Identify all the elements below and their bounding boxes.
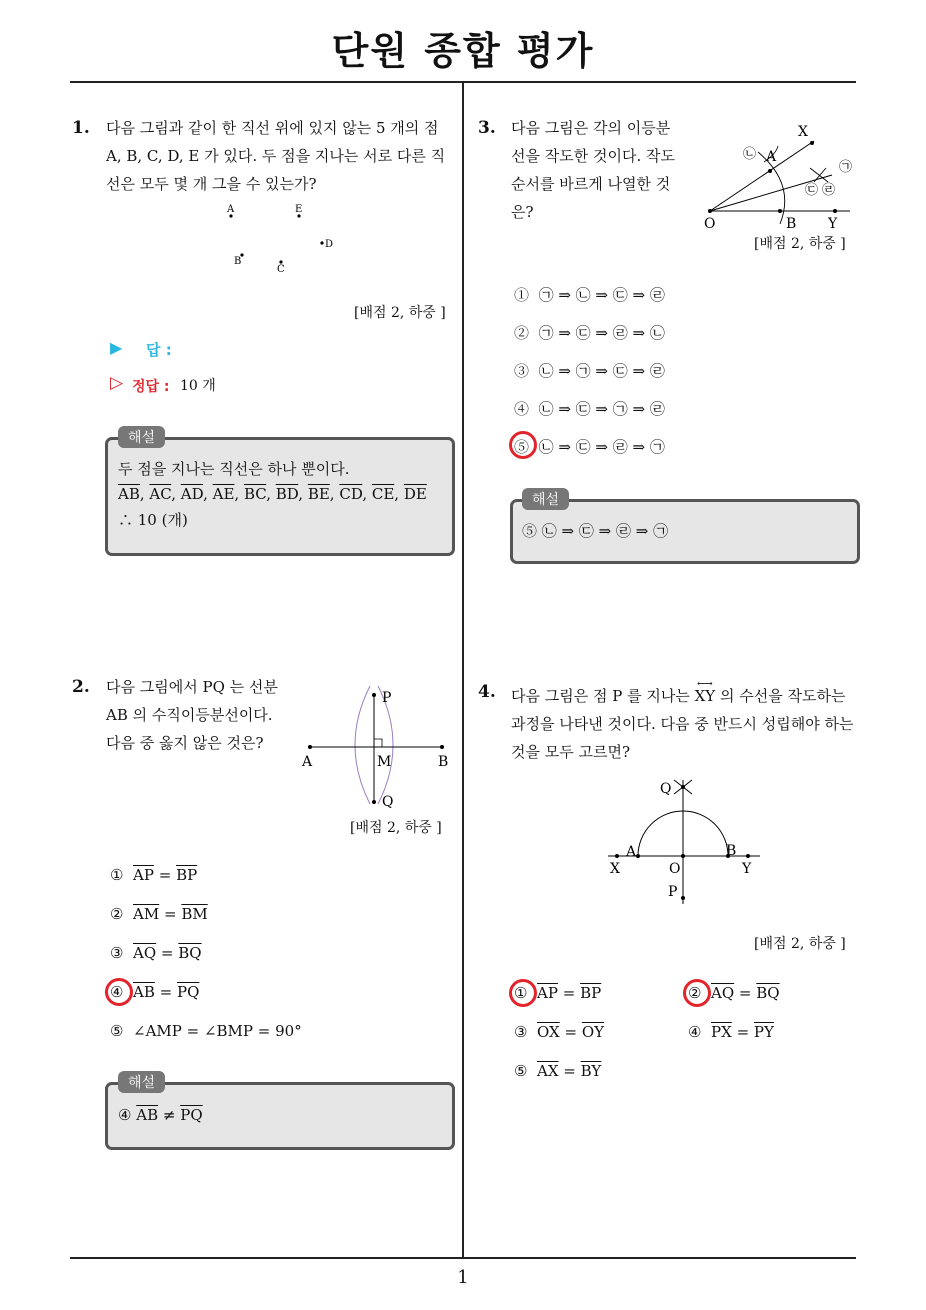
question-1-number: 1.	[72, 118, 90, 138]
page-number: 1	[457, 1267, 469, 1288]
bottom-rule	[70, 1257, 856, 1259]
q2-option-3[interactable]: ③ $\overline{AQ} = \overline{BQ}$	[110, 944, 202, 962]
label-q: Q	[660, 781, 672, 797]
question-2-figure	[296, 682, 456, 812]
label-step-2: ㉡	[743, 147, 757, 162]
question-4-number: 4.	[478, 682, 496, 702]
label-a: A	[227, 204, 235, 215]
correct-label: 정답 :	[132, 379, 170, 395]
line-de: $\overline{DE}$	[403, 485, 427, 503]
arc-left	[355, 686, 370, 804]
question-4-text: 다음 그림은 점 P 를 지나는 ⟷ XY 의 수선을 작도하는 과정을 나타낸 것이다. 다음 중 반드시 성립해야 하는 것을 모두 고르면?	[511, 677, 854, 761]
q4-option-5[interactable]: ⑤ $\overline{AX} = \overline{BY}$	[514, 1062, 602, 1080]
label-step-1: ㉠	[839, 160, 853, 175]
q3-option-1[interactable]: ① ㉠ ⇒ ㉡ ⇒ ㉢ ⇒ ㉣	[514, 286, 665, 304]
label-step-4: ㉣	[822, 183, 836, 198]
explanation-1-line3: ∴ 10 (개)	[118, 511, 188, 529]
question-1-figure	[220, 200, 340, 280]
label-p: P	[668, 884, 678, 900]
double-arrow-icon: ⟷	[697, 677, 713, 690]
label-c: C	[277, 264, 285, 275]
q2-option-1[interactable]: ① $\overline{AP} = \overline{BP}$	[110, 866, 198, 884]
label-a: A	[626, 844, 637, 860]
question-4-meta: [배점 2, 하중 ]	[754, 936, 846, 952]
label-b: B	[726, 843, 737, 859]
column-divider	[462, 83, 464, 1258]
q3-option-5[interactable]: ⑤ ㉡ ⇒ ㉢ ⇒ ㉣ ⇒ ㉠	[514, 438, 665, 456]
explanation-2-text: ④ $\overline{AB} \ne \overline{PQ}$	[118, 1106, 203, 1124]
line-bc: $\overline{BC}$	[243, 485, 267, 503]
question-3-text: 다음 그림은 각의 이등분선을 작도한 것이다. 작도 순서를 바르게 나열한 것은?	[511, 119, 675, 221]
line-ce: $\overline{CE}$	[371, 485, 395, 503]
label-o: O	[704, 216, 716, 232]
q2-option-2[interactable]: ② $\overline{AM} = \overline{BM}$	[110, 905, 208, 923]
question-3-figure	[700, 118, 860, 234]
question-2-text: 다음 그림에서 PQ 는 선분 AB 의 수직이등분선이다. 다음 중 옳지 않은 것은?	[106, 678, 278, 752]
label-b: B	[234, 256, 242, 267]
question-2-meta: [배점 2, 하중 ]	[350, 820, 442, 836]
label-b: B	[786, 216, 797, 232]
label-e: E	[295, 204, 303, 215]
line-be: $\overline{BE}$	[307, 485, 330, 503]
right-angle-mark	[374, 739, 382, 747]
question-1-text: 다음 그림과 같이 한 직선 위에 있지 않는 5 개의 점 A, B, C, D, E 가 있다. 두 점을 지나는 서로 다른 직선은 모두 몇 개 그을 수 있는가?	[106, 119, 446, 193]
label-b: B	[438, 754, 449, 770]
q2-option-5[interactable]: ⑤ ∠AMP = ∠BMP = 90°	[110, 1022, 302, 1040]
label-d: D	[325, 239, 334, 250]
q4-option-3[interactable]: ③ $\overline{OX} = \overline{OY}$	[514, 1023, 605, 1041]
q4-option-4[interactable]: ④ $\overline{PX} = \overline{PY}$	[688, 1023, 774, 1041]
question-2-number: 2.	[72, 677, 90, 697]
line-ae: $\overline{AE}$	[212, 485, 235, 503]
label-p: P	[382, 690, 392, 706]
line-ab: $\overline{AB}$	[118, 485, 140, 503]
answer-label: 답 :	[146, 341, 172, 359]
arc-cross	[810, 168, 828, 182]
question-3-number: 3.	[478, 118, 496, 138]
question-1-meta: [배점 2, 하중 ]	[354, 305, 446, 321]
question-4-figure	[600, 772, 770, 908]
label-step-3: ㉢	[805, 183, 819, 198]
ray-ox	[710, 141, 814, 211]
correct-arrow-icon: ▷	[110, 373, 124, 393]
line-ac: $\overline{AC}$	[149, 485, 172, 503]
label-q: Q	[382, 794, 394, 810]
label-x: X	[610, 861, 620, 877]
label-x: X	[798, 124, 808, 140]
line-cd: $\overline{CD}$	[339, 485, 363, 503]
explanation-tag: 해설	[118, 426, 165, 448]
point-d	[320, 241, 323, 244]
q3-option-4[interactable]: ④ ㉡ ⇒ ㉢ ⇒ ㉠ ⇒ ㉣	[514, 400, 665, 418]
label-o: O	[669, 861, 681, 877]
answer-arrow-icon: ▶	[110, 338, 123, 357]
line-bd: $\overline{BD}$	[275, 485, 299, 503]
correct-value: 10 개	[180, 378, 216, 394]
q3-option-3[interactable]: ③ ㉡ ⇒ ㉠ ⇒ ㉢ ⇒ ㉣	[514, 362, 665, 380]
q4-option-1[interactable]: ① $\overline{AP} = \overline{BP}$	[514, 984, 602, 1002]
explanation-3-text: ⑤ ㉡ ⇒ ㉢ ⇒ ㉣ ⇒ ㉠	[522, 522, 669, 540]
label-a: A	[302, 754, 313, 770]
page-title: 단원 종합 평가	[331, 29, 595, 73]
label-m: M	[377, 754, 392, 770]
question-3-meta: [배점 2, 하중 ]	[754, 236, 846, 252]
line-xy: ⟷ XY	[694, 677, 716, 705]
explanation-1-lines: $\overline{AB}$, $\overline{AC}$, $\overline{AD}$, $\overline{AE}$, $\overline{BC}$, $\overline{BD}$, $\overline{BE}$, $\overline{CD}$, $\overline{CE}$, $\overline{DE}$	[118, 485, 427, 503]
explanation-tag: 해설	[118, 1071, 165, 1093]
line-ad: $\overline{AD}$	[180, 485, 204, 503]
q3-option-2[interactable]: ② ㉠ ⇒ ㉢ ⇒ ㉣ ⇒ ㉡	[514, 324, 665, 342]
label-y: Y	[742, 861, 752, 877]
explanation-1-line1: 두 점을 지나는 직선은 하나 뿐이다.	[118, 460, 350, 478]
label-a: A	[766, 149, 777, 165]
q4-option-2[interactable]: ② $\overline{AQ} = \overline{BQ}$	[688, 984, 780, 1002]
label-y: Y	[828, 216, 838, 232]
explanation-tag: 해설	[522, 488, 569, 510]
q2-option-4[interactable]: ④ $\overline{AB} = \overline{PQ}$	[110, 983, 200, 1001]
